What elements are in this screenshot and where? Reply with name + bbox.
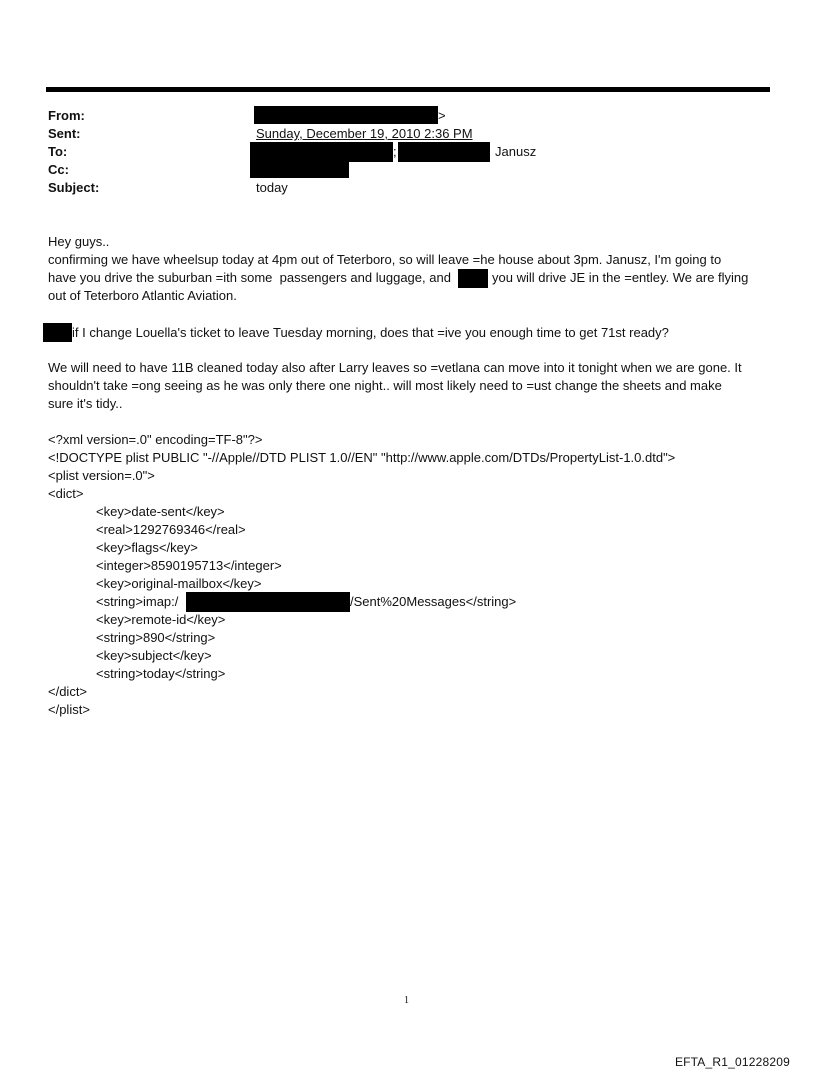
from-value-tail: > [438, 108, 446, 123]
header-rule [46, 87, 770, 92]
xml-doctype: <!DOCTYPE plist PUBLIC "-//Apple//DTD PLIST 1.0//EN" "http://www.apple.com/DTDs/PropertyList-1.0.dtd"> [48, 450, 676, 465]
xml-line: <string>890</string> [96, 630, 216, 645]
subject-label: Subject: [48, 180, 100, 195]
xml-dict-open: <dict> [48, 486, 84, 501]
cc-redaction [250, 161, 349, 178]
body-line: We will need to have 11B cleaned today also after Larry leaves so =vetlana can move into it tonight when we are gone. It [48, 360, 742, 375]
body-line: you will drive JE in the =entley. We are flying [492, 270, 749, 285]
to-redaction-1 [250, 142, 393, 162]
xml-dict-close: </dict> [48, 684, 88, 699]
xml-line: <integer>8590195713</integer> [96, 558, 282, 573]
xml-plist-open: <plist version=.0"> [48, 468, 155, 483]
body-line: sure it's tidy.. [48, 396, 123, 411]
body-line: shouldn't take =ong seeing as he was only there one night.. will most likely need to =ust change the sheets and make [48, 378, 722, 393]
xml-line: <real>1292769346</real> [96, 522, 246, 537]
xml-line: /Sent%20Messages</string> [350, 594, 517, 609]
xml-plist-close: </plist> [48, 702, 90, 717]
to-separator: ; [393, 144, 397, 159]
from-label: From: [48, 108, 85, 123]
subject-value: today [256, 180, 288, 195]
to-label: To: [48, 144, 68, 159]
xml-declaration: <?xml version=.0" encoding=TF-8"?> [48, 432, 263, 447]
sent-label: Sent: [48, 126, 81, 141]
xml-line: <key>remote-id</key> [96, 612, 226, 627]
bates-number: EFTA_R1_01228209 [674, 1055, 790, 1069]
xml-redaction [186, 592, 350, 612]
body-line: confirming we have wheelsup today at 4pm out of Teterboro, so will leave =he house about 3pm. Janusz, I'm going to [48, 252, 722, 267]
to-redaction-2 [398, 142, 490, 162]
page-number: 1 [404, 995, 409, 1006]
cc-label: Cc: [48, 162, 69, 177]
xml-line: <string>today</string> [96, 666, 226, 681]
xml-line: <key>date-sent</key> [96, 504, 225, 519]
xml-line: <key>flags</key> [96, 540, 198, 555]
body-redaction [43, 323, 72, 342]
from-redaction [254, 106, 438, 124]
xml-line: <key>subject</key> [96, 648, 212, 663]
xml-line: <string>imap:/ [96, 594, 179, 609]
to-name: Janusz [495, 144, 537, 159]
body-line: if I change Louella's ticket to leave Tuesday morning, does that =ive you enough time to get 71st ready? [72, 325, 669, 340]
greeting: Hey guys.. [48, 234, 110, 249]
body-line: have you drive the suburban =ith some passengers and luggage, and [48, 270, 451, 285]
body-redaction [458, 269, 488, 288]
xml-line: <key>original-mailbox</key> [96, 576, 262, 591]
body-line: out of Teterboro Atlantic Aviation. [48, 288, 237, 303]
sent-value: Sunday, December 19, 2010 2:36 PM [256, 126, 473, 141]
